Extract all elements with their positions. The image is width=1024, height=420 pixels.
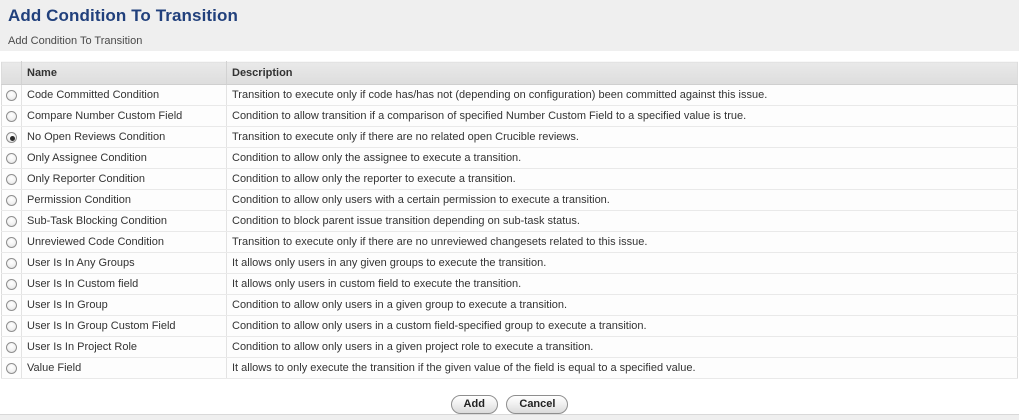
page-subtitle: Add Condition To Transition [8, 35, 143, 47]
condition-description: Condition to allow only users in a given group to execute a transition. [227, 295, 1018, 316]
condition-name: User Is In Group Custom Field [22, 316, 227, 337]
condition-description: Condition to allow transition if a comparison of specified Number Custom Field to a specified value is true. [227, 106, 1018, 127]
condition-name: User Is In Group [22, 295, 227, 316]
condition-radio-cell [2, 253, 22, 274]
condition-radio-cell [2, 169, 22, 190]
table-row[interactable] [2, 148, 1018, 169]
add-button[interactable]: Add [451, 395, 498, 414]
condition-description: It allows to only execute the transition if the given value of the field is equal to a specified value. [227, 358, 1018, 379]
page-header [0, 0, 1019, 51]
condition-radio[interactable] [6, 90, 17, 101]
condition-name: Only Reporter Condition [22, 169, 227, 190]
condition-description: Transition to execute only if there are no unreviewed changesets related to this issue. [227, 232, 1018, 253]
condition-name: Sub-Task Blocking Condition [22, 211, 227, 232]
condition-radio-cell [2, 127, 22, 148]
condition-radio[interactable] [6, 237, 17, 248]
condition-name: Compare Number Custom Field [22, 106, 227, 127]
condition-radio[interactable] [6, 363, 17, 374]
form-buttons [1, 394, 1018, 414]
condition-radio[interactable] [6, 279, 17, 290]
condition-radio[interactable] [6, 153, 17, 164]
name-column-header: Name [22, 62, 227, 85]
table-row[interactable] [2, 106, 1018, 127]
table-row[interactable] [2, 295, 1018, 316]
table-row[interactable] [2, 169, 1018, 190]
condition-radio[interactable] [6, 174, 17, 185]
condition-name: User Is In Project Role [22, 337, 227, 358]
condition-radio-cell [2, 190, 22, 211]
condition-description: Transition to execute only if code has/has not (depending on configuration) been committed against this issue. [227, 85, 1018, 106]
footer-strip [0, 414, 1019, 420]
condition-radio-cell [2, 148, 22, 169]
condition-description: Condition to allow only the reporter to execute a transition. [227, 169, 1018, 190]
conditions-table [1, 61, 1018, 379]
condition-radio-cell [2, 337, 22, 358]
condition-radio-cell [2, 358, 22, 379]
table-header-row [2, 62, 1018, 85]
condition-description: Condition to allow only users in a given project role to execute a transition. [227, 337, 1018, 358]
condition-radio[interactable] [6, 111, 17, 122]
condition-name: User Is In Any Groups [22, 253, 227, 274]
condition-radio[interactable] [6, 300, 17, 311]
condition-name: User Is In Custom field [22, 274, 227, 295]
table-row[interactable] [2, 337, 1018, 358]
condition-radio[interactable] [6, 258, 17, 269]
table-row[interactable] [2, 211, 1018, 232]
condition-radio-cell [2, 316, 22, 337]
condition-radio-cell [2, 211, 22, 232]
condition-name: No Open Reviews Condition [22, 127, 227, 148]
condition-radio[interactable] [6, 321, 17, 332]
condition-radio-cell [2, 295, 22, 316]
description-column-header: Description [227, 62, 1018, 85]
table-row[interactable] [2, 358, 1018, 379]
condition-radio[interactable] [6, 342, 17, 353]
table-row[interactable] [2, 127, 1018, 148]
table-row[interactable] [2, 316, 1018, 337]
cancel-button[interactable]: Cancel [506, 395, 568, 414]
condition-description: Transition to execute only if there are no related open Crucible reviews. [227, 127, 1018, 148]
condition-name: Code Committed Condition [22, 85, 227, 106]
table-row[interactable] [2, 85, 1018, 106]
condition-name: Only Assignee Condition [22, 148, 227, 169]
table-row[interactable] [2, 190, 1018, 211]
condition-description: Condition to allow only the assignee to execute a transition. [227, 148, 1018, 169]
condition-name: Unreviewed Code Condition [22, 232, 227, 253]
condition-description: Condition to allow only users in a custom field-specified group to execute a transition. [227, 316, 1018, 337]
radio-column-header [2, 62, 22, 85]
page-title: Add Condition To Transition [8, 6, 238, 25]
condition-name: Value Field [22, 358, 227, 379]
condition-radio-cell [2, 274, 22, 295]
condition-description: It allows only users in any given groups to execute the transition. [227, 253, 1018, 274]
table-row[interactable] [2, 274, 1018, 295]
condition-radio-cell [2, 232, 22, 253]
condition-description: It allows only users in custom field to execute the transition. [227, 274, 1018, 295]
condition-radio-cell [2, 106, 22, 127]
condition-description: Condition to block parent issue transition depending on sub-task status. [227, 211, 1018, 232]
condition-radio[interactable] [6, 195, 17, 206]
condition-radio[interactable] [6, 216, 17, 227]
condition-radio[interactable] [6, 132, 17, 143]
condition-description: Condition to allow only users with a certain permission to execute a transition. [227, 190, 1018, 211]
table-row[interactable] [2, 232, 1018, 253]
condition-radio-cell [2, 85, 22, 106]
condition-name: Permission Condition [22, 190, 227, 211]
table-row[interactable] [2, 253, 1018, 274]
